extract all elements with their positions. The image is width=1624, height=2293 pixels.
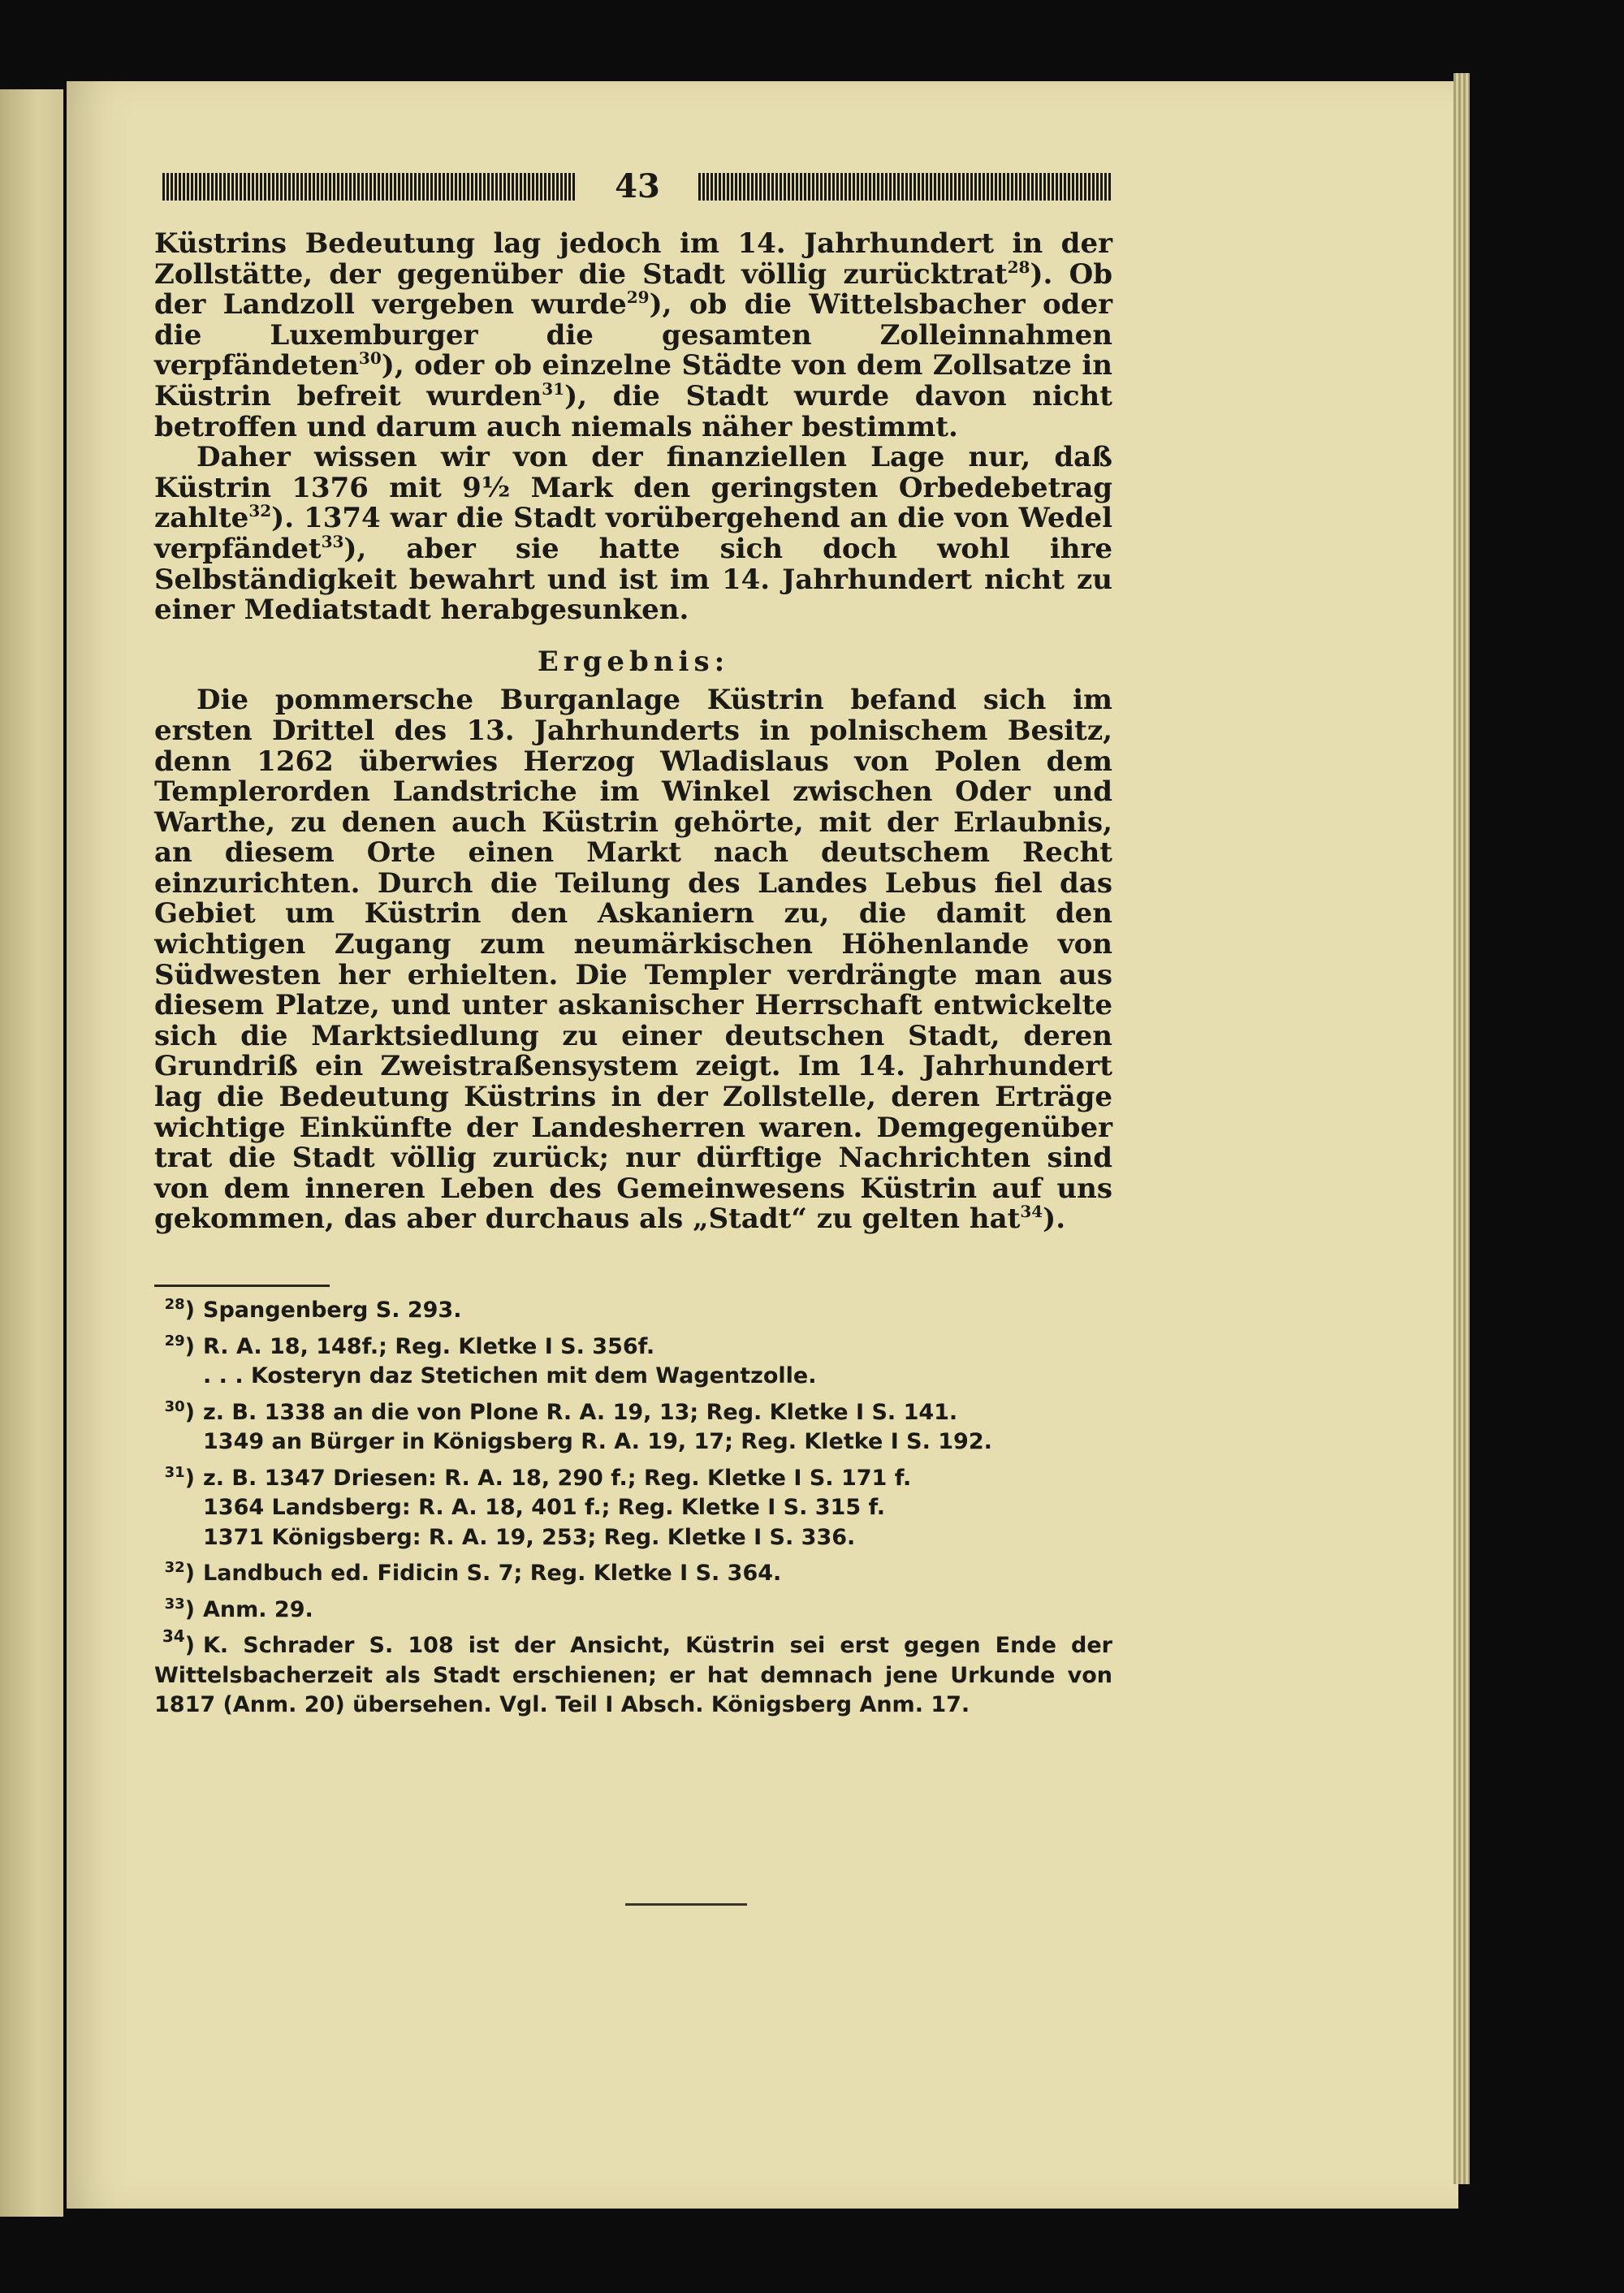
footnote-33 xyxy=(154,1596,1112,1626)
footnote-number: $^{34}$) xyxy=(162,1626,195,1658)
footnote-28 xyxy=(154,1296,1112,1326)
footnote-34 xyxy=(154,1626,1112,1721)
footnote-ref[interactable]: 29 xyxy=(626,287,650,308)
text-run: ), oder ob einzelne Städte von dem Zollsatze in Küstrin befreit wurden xyxy=(154,349,1112,412)
footnote-number: $^{33}$) xyxy=(164,1595,195,1622)
paragraph-2 xyxy=(154,443,1112,626)
footnote-ref[interactable]: 28 xyxy=(1007,257,1030,277)
footnote-line: z. B. 1347 Driesen: R. A. 18, 290 f.; Reg. Kletke I S. 171 f. xyxy=(203,1465,912,1491)
page-stack-edge xyxy=(1453,73,1470,2184)
footnote-line: . . . Kosteryn daz Stetichen mit dem Wagentzolle. xyxy=(203,1363,817,1388)
main-text xyxy=(154,229,1112,1235)
text-run: Daher wissen wir von der finanziellen Lage nur, daß Küstrin 1376 mit 9½ Mark den geringsten Orbedebetrag zahlte xyxy=(154,441,1112,535)
footnote-32 xyxy=(154,1559,1112,1589)
text-run: ), aber sie hatte sich doch wohl ihre Selbständigkeit bewahrt und ist im 14. Jahrhundert nicht zu einer Mediatstadt herabgesunken. xyxy=(154,532,1112,627)
footnote-separator xyxy=(154,1285,330,1287)
footnote-ref[interactable]: 33 xyxy=(321,531,344,551)
footnote-line: Anm. 29. xyxy=(203,1596,313,1622)
page-number: 43 xyxy=(615,167,660,205)
header-rule-right xyxy=(698,173,1112,201)
footnote-ref[interactable]: 30 xyxy=(358,348,382,369)
footnote-number: $^{31}$) xyxy=(164,1463,195,1491)
footnote-line: R. A. 18, 148f.; Reg. Kletke I S. 356f. xyxy=(203,1333,655,1359)
text-run: Küstrins Bedeutung lag jedoch im 14. Jahrhundert in der Zollstätte, der gegenüber die Stadt völlig zurücktrat xyxy=(154,227,1112,291)
footnote-ref[interactable]: 31 xyxy=(542,378,565,399)
footnote-line: z. B. 1338 an die von Plone R. A. 19, 13; Reg. Kletke I S. 141. xyxy=(203,1399,958,1425)
footnote-line: 1364 Landsberg: R. A. 18, 401 f.; Reg. Kletke I S. 315 f. xyxy=(203,1495,886,1520)
section-heading: Ergebnis: xyxy=(537,645,730,678)
text-run: ), ob die Wittelsbacher oder die Luxemburger die gesamten Zolleinnahmen verpfändeten xyxy=(154,288,1112,382)
footnote-line: Spangenberg S. 293. xyxy=(203,1298,462,1323)
footnote-number: $^{29}$) xyxy=(164,1332,195,1359)
bleed-through-rule xyxy=(625,1903,747,1906)
paragraph-3 xyxy=(154,685,1112,1235)
text-run: Die pommersche Burganlage Küstrin befand sich im ersten Drittel des 13. Jahrhunderts in polnischem Besitz, denn 1262 überwies Herzog Wladislaus von Polen dem Templerorden Landstriche im Winkel zwischen Oder und Warthe, zu denen auch Küstrin gehörte, mit der Erlaubnis, an diesem Orte einen Markt nach deutschem Recht einzurichten. Durch die Teilung des Landes Lebus fiel das Gebiet um Küstrin den Askaniern zu, die damit den wichtigen Zugang zum neumärkischen Höhenlande von Südwesten her erhielten. Die Templer verdrängte man aus diesem Platze, und unter askanischer Herrschaft entwickelte sich die Marktsiedlung zu einer deutschen Stadt, deren Grundriß ein Zweistraßensystem zeigt. Im 14. Jahrhundert lag die Bedeutung Küstrins in der Zollstelle, deren Erträge wichtige Einkünfte der Landesherren waren. Demgegenüber trat die Stadt völlig zurück; nur dürftige Nachrichten sind von dem inneren Leben des Gemeinwesens Küstrin auf uns gekommen, das aber durchaus als „Stadt“ zu gelten hat xyxy=(154,684,1112,1236)
footnotes xyxy=(154,1296,1112,1727)
footnote-ref[interactable]: 34 xyxy=(1020,1202,1043,1222)
footnote-line: Landbuch ed. Fidicin S. 7; Reg. Kletke I S. 364. xyxy=(203,1561,782,1586)
text-run: ), die Stadt wurde davon nicht betroffen und darum auch niemals näher bestimmt. xyxy=(154,379,1112,443)
facing-page-edge xyxy=(0,89,63,2217)
footnote-number: $^{30}$) xyxy=(164,1397,195,1425)
paragraph-1 xyxy=(154,229,1112,443)
page-header xyxy=(162,166,1179,207)
header-rule-left xyxy=(162,173,577,201)
footnote-number: $^{28}$) xyxy=(164,1296,195,1323)
footnote-text: K. Schrader S. 108 ist der Ansicht, Küstrin sei erst gegen Ende der Wittelsbacherzeit als Stadt erschienen; er hat demnach jene Urkunde von 1817 (Anm. 20) übersehen. Vgl. Teil I Absch. Königsberg Anm. 17. xyxy=(154,1633,1112,1717)
text-run: ). Ob der Landzoll vergeben wurde xyxy=(154,257,1113,322)
footnote-line: 1371 Königsberg: R. A. 19, 253; Reg. Kletke I S. 336. xyxy=(203,1524,856,1550)
footnote-29 xyxy=(154,1332,1112,1392)
footnote-31 xyxy=(154,1464,1112,1553)
footnote-line: 1349 an Bürger in Königsberg R. A. 19, 17; Reg. Kletke I S. 192. xyxy=(203,1429,992,1454)
footnote-ref[interactable]: 32 xyxy=(248,501,272,521)
footnote-number: $^{32}$) xyxy=(164,1559,195,1586)
text-run: ). 1374 war die Stadt vorübergehend an die von Wedel verpfändet xyxy=(154,502,1112,565)
text-run: ). xyxy=(1043,1203,1066,1236)
footnote-30 xyxy=(154,1398,1112,1457)
